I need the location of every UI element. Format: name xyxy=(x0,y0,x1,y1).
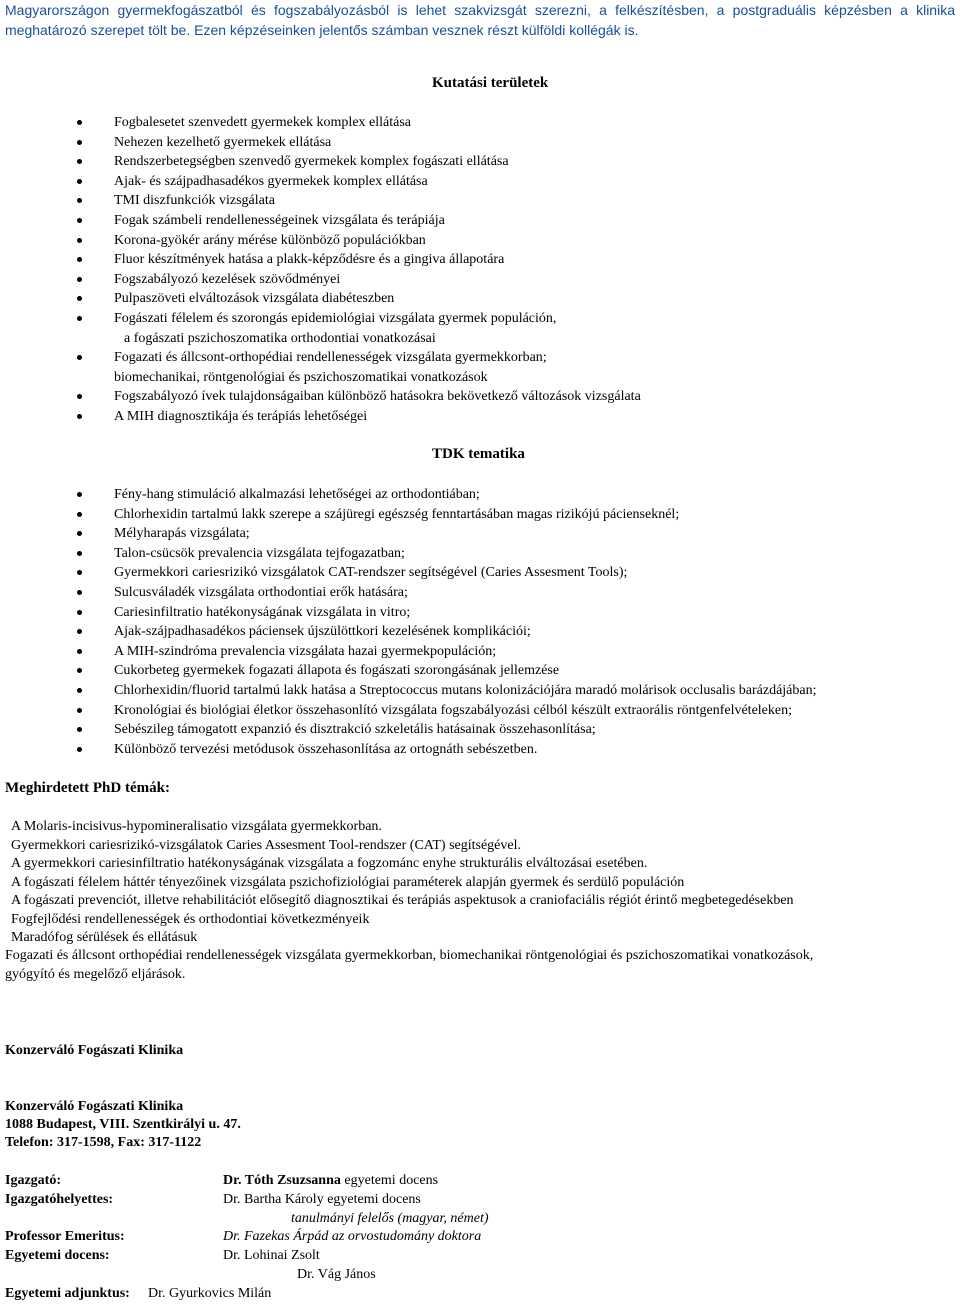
list-item: Fogak számbeli rendellenességeinek vizsgálata és terápiája xyxy=(0,211,641,231)
list-item: A fogászati félelem háttér tényezőinek vizsgálata pszichofiziológiai paraméterek alapján gyermek és serdülő populáción xyxy=(11,874,685,890)
emeritus-name: Dr. Fazekas Árpád az orvostudomány doktora xyxy=(223,1229,482,1244)
list-item: Rendszerbetegségben szenvedő gyermekek komplex fogászati ellátása xyxy=(0,152,641,172)
list-item-line: Fogászati félelem és szorongás epidemiológiai vizsgálata gyermek populáción, xyxy=(114,310,557,326)
phd-list xyxy=(11,818,794,948)
list-item: TMI diszfunkciók vizsgálata xyxy=(0,191,641,211)
intro-paragraph[interactable] xyxy=(5,0,955,40)
adjunct-name: Dr. Gyurkovics Milán xyxy=(148,1286,272,1301)
list-item: Fogbalesetet szenvedett gyermekek komplex ellátása xyxy=(0,113,641,133)
list-item: A gyermekkori cariesinfiltratio hatékonyságának vizsgálata a fogzománc enyhe strukturális elváltozásai esetében. xyxy=(11,856,648,871)
director-value xyxy=(223,1173,438,1189)
research-heading: Kutatási területek xyxy=(432,75,549,91)
director-label: Igazgató: xyxy=(5,1173,61,1188)
list-item xyxy=(0,309,641,348)
docent-name: Dr. Lohinai Zsolt xyxy=(223,1248,320,1263)
list-item-line: a fogászati pszichoszomatika orthodontiai vonatkozásai xyxy=(124,330,436,346)
director-name: Dr. Tóth Zsuzsanna xyxy=(223,1173,341,1188)
list-item: A MIH diagnosztikája és terápiás lehetőségei xyxy=(0,407,641,427)
tdk-heading: TDK tematika xyxy=(432,446,525,462)
list-item: A MIH-szindróma prevalencia vizsgálata hazai gyermekpopuláción; xyxy=(0,642,817,662)
list-item: Cukorbeteg gyermekek fogazati állapota és fogászati szorongásának jellemzése xyxy=(0,661,817,681)
list-item: A fogászati prevenciót, illetve rehabilitációt elősegítő diagnosztikai és terápiás aspektusok a craniofaciális régiót érintő megbetegedésekben xyxy=(11,893,794,908)
list-item: Chlorhexidin tartalmú lakk szerepe a szájüregi egészség fenntartásában magas rizikójú pácienseknél; xyxy=(0,505,817,525)
list-item: Fogszabályozó ívek tulajdonságaiban különböző hatásokra bekövetkező változások vizsgálata xyxy=(0,387,641,407)
phd-last-line: gyógyító és megelőző eljárások. xyxy=(5,967,186,982)
list-item: Kronológiai és biológiai életkor összehasonlító vizsgálata fogszabályozási célból készült extraorális röntgenfelvételeken; xyxy=(0,701,817,721)
research-list xyxy=(0,113,641,427)
docent-name: Dr. Vág János xyxy=(297,1267,376,1282)
tdk-list xyxy=(0,485,817,759)
clinic-name: Konzerváló Fogászati Klinika xyxy=(5,1099,184,1114)
list-item: Pulpaszöveti elváltozások vizsgálata diabéteszben xyxy=(0,289,641,309)
intro-text-line2[interactable]: meghatározó szerepet tölt be. Ezen képzéseinken jelentős számban vesznek részt külföldi kollégák is. xyxy=(5,22,639,38)
deputy-label: Igazgatóhelyettes: xyxy=(5,1192,114,1207)
phd-last-line: Fogazati és állcsont orthopédiai rendellenességek vizsgálata gyermekkorban, biomechanikai röntgenológiai és pszichoszomatikai vonatkozások, xyxy=(5,948,814,963)
list-item xyxy=(0,348,641,387)
list-item: Sebészileg támogatott expanzió és disztrakció szkeletális hatásainak összehasonlítása; xyxy=(0,720,817,740)
list-item: Mélyharapás vizsgálata; xyxy=(0,524,817,544)
list-item: Korona-gyökér arány mérése különböző populációkban xyxy=(0,231,641,251)
intro-text-line1[interactable]: Magyarországon gyermekfogászatból és fogszabályozásból is lehet szakvizsgát szerezni, a felkészítésben, a postgraduális képzésben a klinika xyxy=(5,2,955,18)
adjunct-label: Egyetemi adjunktus: xyxy=(5,1286,130,1301)
list-item: Gyermekkori cariesrizikó vizsgálatok CAT-rendszer segítségével (Caries Assesment Tools); xyxy=(0,563,817,583)
deputy-note: tanulmányi felelős (magyar, német) xyxy=(291,1211,489,1226)
list-item: Gyermekkori cariesrizikó-vizsgálatok Caries Assesment Tool-rendszer (CAT) segítségével. xyxy=(11,837,521,853)
docent-label: Egyetemi docens: xyxy=(5,1248,110,1263)
list-item: Talon-csücsök prevalencia vizsgálata tejfogazatban; xyxy=(0,544,817,564)
deputy-name: Dr. Bartha Károly egyetemi docens xyxy=(223,1192,421,1207)
list-item: Cariesinfiltratio hatékonyságának vizsgálata in vitro; xyxy=(0,603,817,623)
list-item-line: biomechanikai, röntgenológiai és pszichoszomatikai vonatkozások xyxy=(114,369,488,385)
list-item-line: Fogazati és állcsont-orthopédiai rendellenességek vizsgálata gyermekkorban; xyxy=(114,350,547,366)
clinic-phone: Telefon: 317-1598, Fax: 317-1122 xyxy=(5,1135,202,1150)
list-item: Ajak-szájpadhasadékos páciensek újszülöttkori kezelésének komplikációi; xyxy=(0,622,817,642)
list-item: Fluor készítmények hatása a plakk-képződésre és a gingiva állapotára xyxy=(0,250,641,270)
list-item: Fogszabályozó kezelések szövődményei xyxy=(0,270,641,290)
list-item: Fogfejlődési rendellenességek és orthodontiai következményeik xyxy=(11,911,370,927)
list-item: Chlorhexidin/fluorid tartalmú lakk hatása a Streptococcus mutans kolonizációjára maradó molárisok occlusalis barázdájában; xyxy=(0,681,817,701)
phd-heading: Meghirdetett PhD témák: xyxy=(5,780,170,796)
clinic-address: 1088 Budapest, VIII. Szentkirályi u. 47. xyxy=(5,1117,241,1132)
list-item: Nehezen kezelhető gyermekek ellátása xyxy=(0,133,641,153)
director-title: egyetemi docens xyxy=(340,1173,439,1188)
list-item: Különböző tervezési metódusok összehasonlítása az ortognáth sebészetben. xyxy=(0,740,817,760)
emeritus-label: Professor Emeritus: xyxy=(5,1229,125,1244)
clinic-section-title: Konzerváló Fogászati Klinika xyxy=(5,1043,184,1058)
list-item: Fény-hang stimuláció alkalmazási lehetőségei az orthodontiában; xyxy=(0,485,817,505)
list-item: A Molaris-incisivus-hypomineralisatio vizsgálata gyermekkorban. xyxy=(11,819,382,834)
list-item: Maradófog sérülések és ellátásuk xyxy=(11,930,198,945)
list-item: Sulcusváladék vizsgálata orthodontiai erők hatására; xyxy=(0,583,817,603)
list-item: Ajak- és szájpadhasadékos gyermekek komplex ellátása xyxy=(0,172,641,192)
